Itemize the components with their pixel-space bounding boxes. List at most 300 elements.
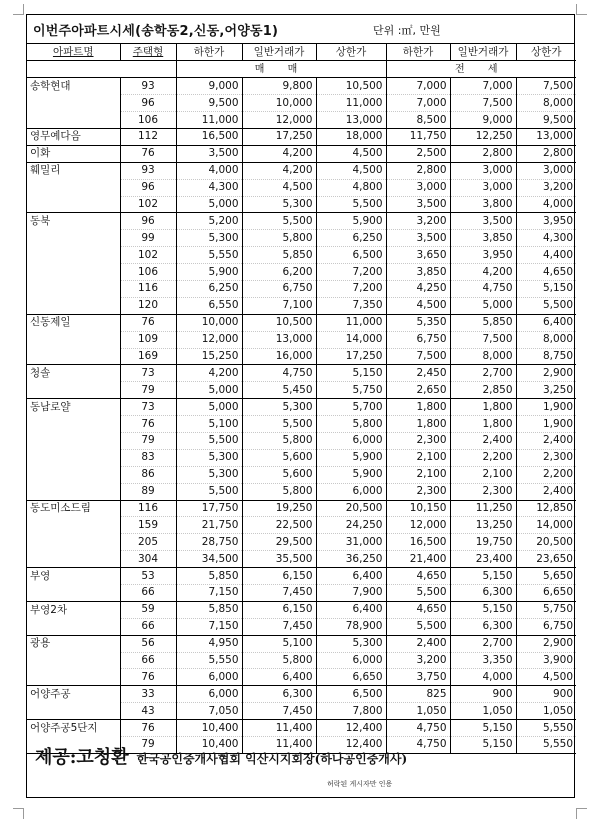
rent-high-cell: 9,500 bbox=[516, 112, 576, 129]
rent-low-cell: 2,500 bbox=[386, 145, 450, 162]
sale-typical-cell: 22,500 bbox=[242, 517, 316, 534]
unit-size-cell: 56 bbox=[120, 635, 176, 652]
sale-typical-cell: 5,300 bbox=[242, 196, 316, 213]
unit-size-cell: 96 bbox=[120, 179, 176, 196]
sale-low-cell: 5,100 bbox=[176, 416, 242, 433]
sale-high-cell: 78,900 bbox=[316, 618, 386, 635]
sale-high-cell: 12,400 bbox=[316, 720, 386, 737]
sale-typical-cell: 5,500 bbox=[242, 416, 316, 433]
sale-typical-cell: 11,400 bbox=[242, 737, 316, 754]
unit-size-cell: 93 bbox=[120, 78, 176, 95]
rent-high-cell: 5,150 bbox=[516, 280, 576, 297]
rent-typical-cell: 3,000 bbox=[450, 179, 516, 196]
sale-low-cell: 9,000 bbox=[176, 78, 242, 95]
rent-typical-cell: 1,050 bbox=[450, 703, 516, 720]
group-header-row bbox=[27, 61, 576, 78]
apartment-name-cell: 훼밀리 bbox=[27, 162, 120, 179]
group-sale-label: 매 매 bbox=[176, 61, 386, 78]
apartment-name-cell: 동북 bbox=[27, 213, 120, 230]
sale-typical-cell: 5,800 bbox=[242, 230, 316, 247]
rent-low-cell: 2,800 bbox=[386, 162, 450, 179]
rent-high-cell: 2,900 bbox=[516, 635, 576, 652]
apartment-name-cell: 신동제일 bbox=[27, 314, 120, 331]
header-unit-size: 주택형 bbox=[120, 44, 176, 61]
sale-high-cell: 5,900 bbox=[316, 449, 386, 466]
rent-typical-cell: 2,800 bbox=[450, 145, 516, 162]
rent-high-cell: 7,500 bbox=[516, 78, 576, 95]
sale-typical-cell: 7,450 bbox=[242, 618, 316, 635]
rent-high-cell: 4,300 bbox=[516, 230, 576, 247]
rent-high-cell: 14,000 bbox=[516, 517, 576, 534]
sale-low-cell: 6,000 bbox=[176, 669, 242, 686]
unit-size-cell: 76 bbox=[120, 416, 176, 433]
sale-low-cell: 5,550 bbox=[176, 652, 242, 669]
sale-low-cell: 5,300 bbox=[176, 466, 242, 483]
rent-high-cell: 6,750 bbox=[516, 618, 576, 635]
rent-low-cell: 3,500 bbox=[386, 230, 450, 247]
sale-low-cell: 6,250 bbox=[176, 280, 242, 297]
sale-high-cell: 5,900 bbox=[316, 213, 386, 230]
apartment-name-cell bbox=[27, 382, 120, 399]
sale-low-cell: 3,500 bbox=[176, 145, 242, 162]
sale-high-cell: 5,800 bbox=[316, 416, 386, 433]
page-corner-mark bbox=[13, 808, 24, 819]
group-header-blank bbox=[27, 61, 176, 78]
unit-size-cell: 73 bbox=[120, 399, 176, 416]
unit-size-cell: 93 bbox=[120, 162, 176, 179]
table-row bbox=[27, 196, 576, 213]
sale-high-cell: 13,000 bbox=[316, 112, 386, 129]
sale-low-cell: 5,550 bbox=[176, 247, 242, 264]
sale-high-cell: 10,500 bbox=[316, 78, 386, 95]
rent-typical-cell: 7,000 bbox=[450, 78, 516, 95]
table-row bbox=[27, 382, 576, 399]
table-row bbox=[27, 280, 576, 297]
table-row bbox=[27, 449, 576, 466]
sale-low-cell: 16,500 bbox=[176, 128, 242, 145]
sale-high-cell: 5,700 bbox=[316, 399, 386, 416]
sale-high-cell: 6,500 bbox=[316, 686, 386, 703]
sale-low-cell: 7,150 bbox=[176, 585, 242, 602]
sale-typical-cell: 9,800 bbox=[242, 78, 316, 95]
rent-typical-cell: 5,000 bbox=[450, 297, 516, 314]
sale-typical-cell: 13,000 bbox=[242, 331, 316, 348]
sale-typical-cell: 29,500 bbox=[242, 534, 316, 551]
sale-low-cell: 5,300 bbox=[176, 449, 242, 466]
header-rent-low: 하한가 bbox=[386, 44, 450, 61]
rent-low-cell: 2,300 bbox=[386, 432, 450, 449]
rent-high-cell: 5,650 bbox=[516, 568, 576, 585]
unit-size-cell: 79 bbox=[120, 382, 176, 399]
unit-size-cell: 116 bbox=[120, 500, 176, 517]
group-rent-label: 전 세 bbox=[386, 61, 576, 78]
rent-typical-cell: 7,500 bbox=[450, 95, 516, 112]
rent-high-cell: 13,000 bbox=[516, 128, 576, 145]
sale-high-cell: 7,200 bbox=[316, 280, 386, 297]
sale-low-cell: 34,500 bbox=[176, 551, 242, 568]
table-row bbox=[27, 213, 576, 230]
table-row bbox=[27, 112, 576, 129]
rent-high-cell: 8,000 bbox=[516, 95, 576, 112]
rent-typical-cell: 900 bbox=[450, 686, 516, 703]
rent-high-cell: 4,000 bbox=[516, 196, 576, 213]
rent-typical-cell: 12,250 bbox=[450, 128, 516, 145]
sale-high-cell: 6,400 bbox=[316, 601, 386, 618]
sale-low-cell: 4,300 bbox=[176, 179, 242, 196]
unit-size-cell: 66 bbox=[120, 585, 176, 602]
rent-low-cell: 2,400 bbox=[386, 635, 450, 652]
rent-low-cell: 4,650 bbox=[386, 568, 450, 585]
table-row bbox=[27, 179, 576, 196]
header-sale-high: 상한가 bbox=[316, 44, 386, 61]
sale-high-cell: 7,900 bbox=[316, 585, 386, 602]
apartment-name-cell bbox=[27, 618, 120, 635]
header-rent-typical: 일반거래가 bbox=[450, 44, 516, 61]
apartment-name-cell bbox=[27, 230, 120, 247]
rent-low-cell: 5,350 bbox=[386, 314, 450, 331]
rent-low-cell: 4,500 bbox=[386, 297, 450, 314]
apartment-name-cell bbox=[27, 196, 120, 213]
sale-low-cell: 10,400 bbox=[176, 720, 242, 737]
rent-low-cell: 21,400 bbox=[386, 551, 450, 568]
sale-typical-cell: 10,000 bbox=[242, 95, 316, 112]
apartment-name-cell bbox=[27, 551, 120, 568]
table-row bbox=[27, 534, 576, 551]
rent-typical-cell: 9,000 bbox=[450, 112, 516, 129]
unit-size-cell: 76 bbox=[120, 145, 176, 162]
sale-low-cell: 4,000 bbox=[176, 162, 242, 179]
sale-typical-cell: 35,500 bbox=[242, 551, 316, 568]
header-sale-low: 하한가 bbox=[176, 44, 242, 61]
sale-low-cell: 15,250 bbox=[176, 348, 242, 365]
page-corner-mark bbox=[13, 4, 24, 15]
rent-typical-cell: 8,000 bbox=[450, 348, 516, 365]
table-row bbox=[27, 416, 576, 433]
rent-low-cell: 10,150 bbox=[386, 500, 450, 517]
unit-size-cell: 106 bbox=[120, 112, 176, 129]
unit-size-cell: 53 bbox=[120, 568, 176, 585]
apartment-name-cell bbox=[27, 179, 120, 196]
table-row bbox=[27, 399, 576, 416]
table-row bbox=[27, 297, 576, 314]
rent-typical-cell: 3,500 bbox=[450, 213, 516, 230]
sale-high-cell: 6,000 bbox=[316, 652, 386, 669]
sale-high-cell: 12,400 bbox=[316, 737, 386, 754]
sale-typical-cell: 5,500 bbox=[242, 213, 316, 230]
apartment-name-cell bbox=[27, 517, 120, 534]
rent-high-cell: 8,750 bbox=[516, 348, 576, 365]
rent-high-cell: 4,500 bbox=[516, 669, 576, 686]
table-row bbox=[27, 314, 576, 331]
table-row bbox=[27, 264, 576, 281]
rent-low-cell: 7,500 bbox=[386, 348, 450, 365]
rent-low-cell: 1,800 bbox=[386, 399, 450, 416]
header-sale-typical: 일반거래가 bbox=[242, 44, 316, 61]
unit-size-cell: 96 bbox=[120, 213, 176, 230]
sale-low-cell: 5,500 bbox=[176, 483, 242, 500]
sale-typical-cell: 7,100 bbox=[242, 297, 316, 314]
table-row bbox=[27, 618, 576, 635]
rent-low-cell: 4,250 bbox=[386, 280, 450, 297]
table-row bbox=[27, 517, 576, 534]
sale-typical-cell: 5,100 bbox=[242, 635, 316, 652]
rent-typical-cell: 4,200 bbox=[450, 264, 516, 281]
table-row bbox=[27, 95, 576, 112]
rent-high-cell: 4,650 bbox=[516, 264, 576, 281]
rent-high-cell: 4,400 bbox=[516, 247, 576, 264]
unit-size-cell: 120 bbox=[120, 297, 176, 314]
rent-low-cell: 11,750 bbox=[386, 128, 450, 145]
sale-typical-cell: 6,750 bbox=[242, 280, 316, 297]
unit-size-cell: 79 bbox=[120, 737, 176, 754]
unit-size-cell: 66 bbox=[120, 618, 176, 635]
sale-low-cell: 5,300 bbox=[176, 230, 242, 247]
unit-size-cell: 86 bbox=[120, 466, 176, 483]
unit-size-cell: 76 bbox=[120, 720, 176, 737]
apartment-name-cell bbox=[27, 264, 120, 281]
sale-low-cell: 4,200 bbox=[176, 365, 242, 382]
rent-typical-cell: 3,350 bbox=[450, 652, 516, 669]
apartment-name-cell bbox=[27, 483, 120, 500]
rent-high-cell: 3,000 bbox=[516, 162, 576, 179]
rent-high-cell: 1,050 bbox=[516, 703, 576, 720]
rent-typical-cell: 4,750 bbox=[450, 280, 516, 297]
apartment-name-cell bbox=[27, 449, 120, 466]
apartment-name-cell: 송학현대 bbox=[27, 78, 120, 95]
apartment-name-cell: 동도미소드림 bbox=[27, 500, 120, 517]
unit-size-cell: 159 bbox=[120, 517, 176, 534]
rent-typical-cell: 3,950 bbox=[450, 247, 516, 264]
sale-high-cell: 11,000 bbox=[316, 314, 386, 331]
page-corner-mark bbox=[576, 4, 587, 15]
table-row bbox=[27, 483, 576, 500]
rent-typical-cell: 2,700 bbox=[450, 635, 516, 652]
sale-low-cell: 7,050 bbox=[176, 703, 242, 720]
sale-low-cell: 17,750 bbox=[176, 500, 242, 517]
sale-low-cell: 6,000 bbox=[176, 686, 242, 703]
sale-typical-cell: 6,300 bbox=[242, 686, 316, 703]
sale-low-cell: 5,000 bbox=[176, 399, 242, 416]
page-corner-mark bbox=[576, 808, 587, 819]
sale-typical-cell: 10,500 bbox=[242, 314, 316, 331]
sale-high-cell: 6,000 bbox=[316, 432, 386, 449]
unit-size-cell: 106 bbox=[120, 264, 176, 281]
sale-low-cell: 5,850 bbox=[176, 601, 242, 618]
rent-typical-cell: 19,750 bbox=[450, 534, 516, 551]
rent-low-cell: 4,750 bbox=[386, 720, 450, 737]
table-row bbox=[27, 585, 576, 602]
unit-size-cell: 66 bbox=[120, 652, 176, 669]
table-row bbox=[27, 669, 576, 686]
table-row bbox=[27, 500, 576, 517]
sale-high-cell: 5,750 bbox=[316, 382, 386, 399]
sale-low-cell: 9,500 bbox=[176, 95, 242, 112]
rent-low-cell: 825 bbox=[386, 686, 450, 703]
apartment-name-cell: 부영 bbox=[27, 568, 120, 585]
apartment-name-cell: 영무예다음 bbox=[27, 128, 120, 145]
apartment-name-cell bbox=[27, 669, 120, 686]
rent-typical-cell: 2,850 bbox=[450, 382, 516, 399]
table-row bbox=[27, 568, 576, 585]
unit-size-cell: 76 bbox=[120, 669, 176, 686]
apartment-name-cell: 동남로얄 bbox=[27, 399, 120, 416]
unit-size-cell: 59 bbox=[120, 601, 176, 618]
apartment-name-cell bbox=[27, 534, 120, 551]
apartment-name-cell bbox=[27, 112, 120, 129]
sale-high-cell: 20,500 bbox=[316, 500, 386, 517]
sale-high-cell: 24,250 bbox=[316, 517, 386, 534]
header-apartment-name: 아파트명 bbox=[27, 44, 120, 61]
sale-high-cell: 31,000 bbox=[316, 534, 386, 551]
sale-low-cell: 21,750 bbox=[176, 517, 242, 534]
rent-low-cell: 3,000 bbox=[386, 179, 450, 196]
sale-typical-cell: 5,600 bbox=[242, 449, 316, 466]
table-row bbox=[27, 432, 576, 449]
unit-size-cell: 112 bbox=[120, 128, 176, 145]
header-row bbox=[27, 44, 576, 61]
rent-high-cell: 2,400 bbox=[516, 483, 576, 500]
sale-high-cell: 7,200 bbox=[316, 264, 386, 281]
rent-high-cell: 900 bbox=[516, 686, 576, 703]
rent-typical-cell: 23,400 bbox=[450, 551, 516, 568]
rent-low-cell: 3,200 bbox=[386, 213, 450, 230]
table-row bbox=[27, 230, 576, 247]
rent-low-cell: 3,850 bbox=[386, 264, 450, 281]
unit-size-cell: 33 bbox=[120, 686, 176, 703]
unit-size-cell: 83 bbox=[120, 449, 176, 466]
sale-typical-cell: 17,250 bbox=[242, 128, 316, 145]
sale-high-cell: 11,000 bbox=[316, 95, 386, 112]
sale-low-cell: 6,550 bbox=[176, 297, 242, 314]
rent-low-cell: 4,750 bbox=[386, 737, 450, 754]
footer bbox=[27, 735, 576, 789]
rent-high-cell: 2,200 bbox=[516, 466, 576, 483]
rent-low-cell: 2,100 bbox=[386, 449, 450, 466]
rent-high-cell: 6,650 bbox=[516, 585, 576, 602]
apartment-name-cell bbox=[27, 297, 120, 314]
apartment-name-cell: 어양주공 bbox=[27, 686, 120, 703]
sale-low-cell: 10,000 bbox=[176, 314, 242, 331]
sale-typical-cell: 6,150 bbox=[242, 568, 316, 585]
sale-typical-cell: 7,450 bbox=[242, 703, 316, 720]
rent-typical-cell: 5,150 bbox=[450, 601, 516, 618]
rent-high-cell: 3,950 bbox=[516, 213, 576, 230]
rent-low-cell: 3,500 bbox=[386, 196, 450, 213]
header-rent-high: 상한가 bbox=[516, 44, 576, 61]
rent-low-cell: 1,050 bbox=[386, 703, 450, 720]
rent-low-cell: 7,000 bbox=[386, 78, 450, 95]
sale-typical-cell: 11,400 bbox=[242, 720, 316, 737]
rent-typical-cell: 6,300 bbox=[450, 585, 516, 602]
sale-high-cell: 4,800 bbox=[316, 179, 386, 196]
sale-low-cell: 11,000 bbox=[176, 112, 242, 129]
table-row bbox=[27, 720, 576, 737]
rent-high-cell: 12,850 bbox=[516, 500, 576, 517]
rent-low-cell: 2,650 bbox=[386, 382, 450, 399]
sale-typical-cell: 7,450 bbox=[242, 585, 316, 602]
rent-low-cell: 2,300 bbox=[386, 483, 450, 500]
rent-low-cell: 12,000 bbox=[386, 517, 450, 534]
rent-high-cell: 5,550 bbox=[516, 720, 576, 737]
sale-low-cell: 5,900 bbox=[176, 264, 242, 281]
sale-high-cell: 6,400 bbox=[316, 568, 386, 585]
provider-name: 제공:고청환 bbox=[35, 747, 129, 768]
sale-high-cell: 36,250 bbox=[316, 551, 386, 568]
sale-typical-cell: 5,800 bbox=[242, 432, 316, 449]
rent-high-cell: 20,500 bbox=[516, 534, 576, 551]
price-rows bbox=[27, 78, 576, 754]
unit-size-cell: 205 bbox=[120, 534, 176, 551]
apartment-name-cell bbox=[27, 585, 120, 602]
unit-size-cell: 169 bbox=[120, 348, 176, 365]
sale-low-cell: 5,000 bbox=[176, 382, 242, 399]
sale-typical-cell: 12,000 bbox=[242, 112, 316, 129]
rent-high-cell: 3,900 bbox=[516, 652, 576, 669]
rent-high-cell: 8,000 bbox=[516, 331, 576, 348]
table-row bbox=[27, 635, 576, 652]
sale-typical-cell: 5,300 bbox=[242, 399, 316, 416]
rent-typical-cell: 2,200 bbox=[450, 449, 516, 466]
sale-typical-cell: 16,000 bbox=[242, 348, 316, 365]
apartment-name-cell bbox=[27, 466, 120, 483]
table-row bbox=[27, 247, 576, 264]
unit-size-cell: 79 bbox=[120, 432, 176, 449]
rent-typical-cell: 6,300 bbox=[450, 618, 516, 635]
rent-low-cell: 16,500 bbox=[386, 534, 450, 551]
rent-high-cell: 1,900 bbox=[516, 416, 576, 433]
table-row bbox=[27, 686, 576, 703]
rent-typical-cell: 13,250 bbox=[450, 517, 516, 534]
unit-size-cell: 99 bbox=[120, 230, 176, 247]
table-row bbox=[27, 703, 576, 720]
sale-typical-cell: 4,200 bbox=[242, 145, 316, 162]
rent-high-cell: 5,550 bbox=[516, 737, 576, 754]
rent-typical-cell: 3,000 bbox=[450, 162, 516, 179]
sale-high-cell: 14,000 bbox=[316, 331, 386, 348]
sale-typical-cell: 5,800 bbox=[242, 483, 316, 500]
sale-typical-cell: 4,200 bbox=[242, 162, 316, 179]
rent-typical-cell: 2,300 bbox=[450, 483, 516, 500]
rent-typical-cell: 4,000 bbox=[450, 669, 516, 686]
credit-line bbox=[35, 743, 576, 769]
unit-size-cell: 96 bbox=[120, 95, 176, 112]
rent-high-cell: 3,200 bbox=[516, 179, 576, 196]
sale-high-cell: 7,350 bbox=[316, 297, 386, 314]
sale-low-cell: 5,850 bbox=[176, 568, 242, 585]
unit-size-cell: 76 bbox=[120, 314, 176, 331]
apartment-name-cell bbox=[27, 331, 120, 348]
rent-low-cell: 3,750 bbox=[386, 669, 450, 686]
apartment-name-cell bbox=[27, 95, 120, 112]
rent-low-cell: 8,500 bbox=[386, 112, 450, 129]
sale-high-cell: 5,900 bbox=[316, 466, 386, 483]
table-row bbox=[27, 162, 576, 179]
apartment-name-cell bbox=[27, 703, 120, 720]
sale-high-cell: 6,500 bbox=[316, 247, 386, 264]
rent-typical-cell: 5,150 bbox=[450, 720, 516, 737]
sale-typical-cell: 5,800 bbox=[242, 652, 316, 669]
apartment-name-cell: 어양주공5단지 bbox=[27, 720, 120, 737]
sale-high-cell: 17,250 bbox=[316, 348, 386, 365]
rent-low-cell: 3,650 bbox=[386, 247, 450, 264]
unit-size-cell: 109 bbox=[120, 331, 176, 348]
rent-low-cell: 4,650 bbox=[386, 601, 450, 618]
unit-size-cell: 102 bbox=[120, 247, 176, 264]
unit-size-cell: 304 bbox=[120, 551, 176, 568]
unit-label: 단위 :㎡, 만원 bbox=[373, 24, 441, 37]
rent-typical-cell: 1,800 bbox=[450, 399, 516, 416]
apartment-name-cell: 이화 bbox=[27, 145, 120, 162]
